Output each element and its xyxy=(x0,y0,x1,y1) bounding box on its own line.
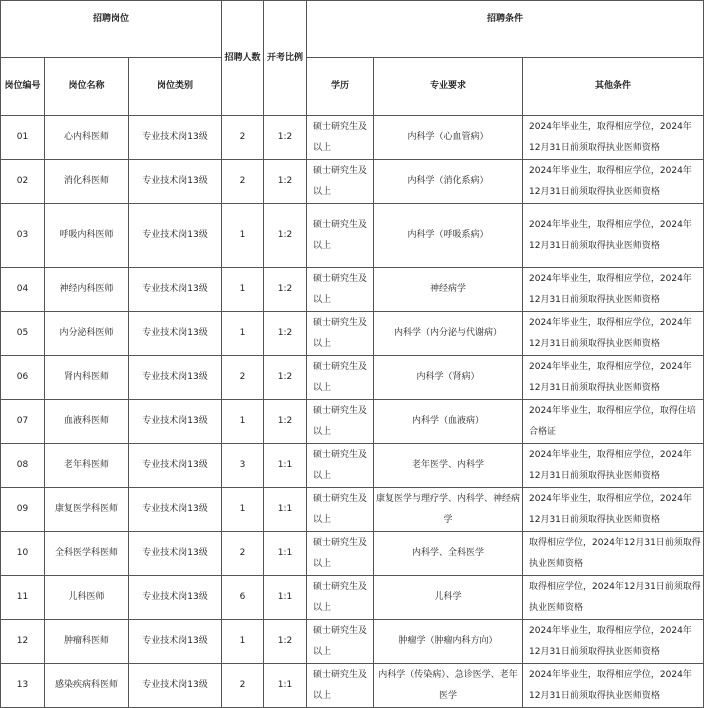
post-type-cell: 专业技术岗13级 xyxy=(129,160,222,204)
post-type-cell: 专业技术岗13级 xyxy=(129,400,222,444)
major-cell: 内科学（心血管病） xyxy=(374,116,523,160)
count-cell: 6 xyxy=(222,576,264,620)
education-cell: 硕士研究生及以上 xyxy=(307,620,374,664)
post-name-cell: 神经内科医师 xyxy=(45,268,129,312)
education-cell: 硕士研究生及以上 xyxy=(307,160,374,204)
post-code-cell: 11 xyxy=(1,576,45,620)
major-cell: 神经病学 xyxy=(374,268,523,312)
count-cell: 2 xyxy=(222,664,264,708)
education-cell: 硕士研究生及以上 xyxy=(307,444,374,488)
major-cell: 肿瘤学（肿瘤内科方向） xyxy=(374,620,523,664)
count-cell: 1 xyxy=(222,620,264,664)
header-post-type: 岗位类别 xyxy=(129,58,222,116)
other-conditions-cell: 2024年毕业生，取得相应学位，2024年12月31日前须取得执业医师资格 xyxy=(523,268,704,312)
count-cell: 1 xyxy=(222,488,264,532)
post-type-cell: 专业技术岗13级 xyxy=(129,576,222,620)
table-row xyxy=(1,268,704,312)
ratio-cell: 1:2 xyxy=(264,620,307,664)
post-name-cell: 肿瘤科医师 xyxy=(45,620,129,664)
header-post-name: 岗位名称 xyxy=(45,58,129,116)
education-cell: 硕士研究生及以上 xyxy=(307,268,374,312)
post-code-cell: 07 xyxy=(1,400,45,444)
education-cell: 硕士研究生及以上 xyxy=(307,400,374,444)
ratio-cell: 1:2 xyxy=(264,400,307,444)
major-cell: 老年医学、内科学 xyxy=(374,444,523,488)
education-cell: 硕士研究生及以上 xyxy=(307,488,374,532)
post-code-cell: 05 xyxy=(1,312,45,356)
table-row xyxy=(1,116,704,160)
ratio-cell: 1:2 xyxy=(264,356,307,400)
count-cell: 1 xyxy=(222,400,264,444)
table-row xyxy=(1,444,704,488)
ratio-cell: 1:2 xyxy=(264,116,307,160)
table-row xyxy=(1,488,704,532)
header-ratio: 开考比例 xyxy=(264,1,307,116)
major-cell: 内科学（呼吸系病） xyxy=(374,204,523,268)
education-cell: 硕士研究生及以上 xyxy=(307,664,374,708)
post-name-cell: 康复医学科医师 xyxy=(45,488,129,532)
other-conditions-cell: 2024年毕业生，取得相应学位，2024年12月31日前须取得执业医师资格 xyxy=(523,204,704,268)
count-cell: 1 xyxy=(222,268,264,312)
ratio-cell: 1:1 xyxy=(264,664,307,708)
other-conditions-cell: 2024年毕业生，取得相应学位，取得住培合格证 xyxy=(523,400,704,444)
table-row xyxy=(1,400,704,444)
post-type-cell: 专业技术岗13级 xyxy=(129,356,222,400)
post-code-cell: 13 xyxy=(1,664,45,708)
post-type-cell: 专业技术岗13级 xyxy=(129,532,222,576)
major-cell: 内科学（肾病） xyxy=(374,356,523,400)
post-code-cell: 12 xyxy=(1,620,45,664)
major-cell: 内科学（消化系病） xyxy=(374,160,523,204)
header-education: 学历 xyxy=(307,58,374,116)
other-conditions-cell: 取得相应学位，2024年12月31日前须取得执业医师资格 xyxy=(523,532,704,576)
table-row xyxy=(1,532,704,576)
major-cell: 内科学（传染病）、急诊医学、老年医学 xyxy=(374,664,523,708)
major-cell: 内科学（内分泌与代谢病） xyxy=(374,312,523,356)
header-major: 专业要求 xyxy=(374,58,523,116)
post-name-cell: 肾内科医师 xyxy=(45,356,129,400)
post-name-cell: 儿科医师 xyxy=(45,576,129,620)
table-row xyxy=(1,160,704,204)
education-cell: 硕士研究生及以上 xyxy=(307,204,374,268)
count-cell: 3 xyxy=(222,444,264,488)
header-group-conditions: 招聘条件 xyxy=(307,1,704,58)
post-code-cell: 09 xyxy=(1,488,45,532)
post-name-cell: 心内科医师 xyxy=(45,116,129,160)
post-type-cell: 专业技术岗13级 xyxy=(129,116,222,160)
education-cell: 硕士研究生及以上 xyxy=(307,356,374,400)
other-conditions-cell: 2024年毕业生，取得相应学位，2024年12月31日前须取得执业医师资格 xyxy=(523,312,704,356)
post-code-cell: 03 xyxy=(1,204,45,268)
other-conditions-cell: 2024年毕业生，取得相应学位，2024年12月31日前须取得执业医师资格 xyxy=(523,116,704,160)
post-type-cell: 专业技术岗13级 xyxy=(129,620,222,664)
post-type-cell: 专业技术岗13级 xyxy=(129,488,222,532)
ratio-cell: 1:1 xyxy=(264,444,307,488)
education-cell: 硕士研究生及以上 xyxy=(307,532,374,576)
ratio-cell: 1:1 xyxy=(264,488,307,532)
header-count: 招聘人数 xyxy=(222,1,264,116)
ratio-cell: 1:2 xyxy=(264,160,307,204)
post-type-cell: 专业技术岗13级 xyxy=(129,664,222,708)
count-cell: 1 xyxy=(222,312,264,356)
post-name-cell: 全科医学科医师 xyxy=(45,532,129,576)
ratio-cell: 1:1 xyxy=(264,532,307,576)
count-cell: 1 xyxy=(222,204,264,268)
post-name-cell: 感染疾病科医师 xyxy=(45,664,129,708)
other-conditions-cell: 2024年毕业生，取得相应学位，2024年12月31日前须取得执业医师资格 xyxy=(523,356,704,400)
ratio-cell: 1:2 xyxy=(264,204,307,268)
count-cell: 2 xyxy=(222,160,264,204)
table-row xyxy=(1,664,704,708)
major-cell: 内科学、全科医学 xyxy=(374,532,523,576)
post-name-cell: 消化科医师 xyxy=(45,160,129,204)
other-conditions-cell: 2024年毕业生，取得相应学位，2024年12月31日前须取得执业医师资格 xyxy=(523,488,704,532)
major-cell: 儿科学 xyxy=(374,576,523,620)
count-cell: 2 xyxy=(222,532,264,576)
major-cell: 康复医学与理疗学、内科学、神经病学 xyxy=(374,488,523,532)
count-cell: 2 xyxy=(222,116,264,160)
ratio-cell: 1:2 xyxy=(264,312,307,356)
major-cell: 内科学（血液病） xyxy=(374,400,523,444)
post-code-cell: 06 xyxy=(1,356,45,400)
post-code-cell: 10 xyxy=(1,532,45,576)
post-name-cell: 呼吸内科医师 xyxy=(45,204,129,268)
education-cell: 硕士研究生及以上 xyxy=(307,576,374,620)
post-name-cell: 血液科医师 xyxy=(45,400,129,444)
other-conditions-cell: 取得相应学位，2024年12月31日前须取得执业医师资格 xyxy=(523,576,704,620)
table-row xyxy=(1,312,704,356)
table-row xyxy=(1,204,704,268)
post-code-cell: 01 xyxy=(1,116,45,160)
post-type-cell: 专业技术岗13级 xyxy=(129,444,222,488)
header-group-post: 招聘岗位 xyxy=(1,1,222,58)
other-conditions-cell: 2024年毕业生，取得相应学位，2024年12月31日前须取得执业医师资格 xyxy=(523,620,704,664)
ratio-cell: 1:1 xyxy=(264,576,307,620)
header-other: 其他条件 xyxy=(523,58,704,116)
other-conditions-cell: 2024年毕业生，取得相应学位，2024年12月31日前须取得执业医师资格 xyxy=(523,160,704,204)
post-code-cell: 08 xyxy=(1,444,45,488)
other-conditions-cell: 2024年毕业生，取得相应学位，2024年12月31日前须取得执业医师资格 xyxy=(523,664,704,708)
post-type-cell: 专业技术岗13级 xyxy=(129,268,222,312)
post-type-cell: 专业技术岗13级 xyxy=(129,312,222,356)
table-row xyxy=(1,356,704,400)
education-cell: 硕士研究生及以上 xyxy=(307,116,374,160)
header-post-code: 岗位编号 xyxy=(1,58,45,116)
table-row xyxy=(1,620,704,664)
post-code-cell: 04 xyxy=(1,268,45,312)
post-type-cell: 专业技术岗13级 xyxy=(129,204,222,268)
ratio-cell: 1:2 xyxy=(264,268,307,312)
other-conditions-cell: 2024年毕业生，取得相应学位，2024年12月31日前须取得执业医师资格 xyxy=(523,444,704,488)
table-row xyxy=(1,576,704,620)
count-cell: 2 xyxy=(222,356,264,400)
post-name-cell: 老年科医师 xyxy=(45,444,129,488)
table-body xyxy=(1,116,704,708)
post-name-cell: 内分泌科医师 xyxy=(45,312,129,356)
education-cell: 硕士研究生及以上 xyxy=(307,312,374,356)
post-code-cell: 02 xyxy=(1,160,45,204)
